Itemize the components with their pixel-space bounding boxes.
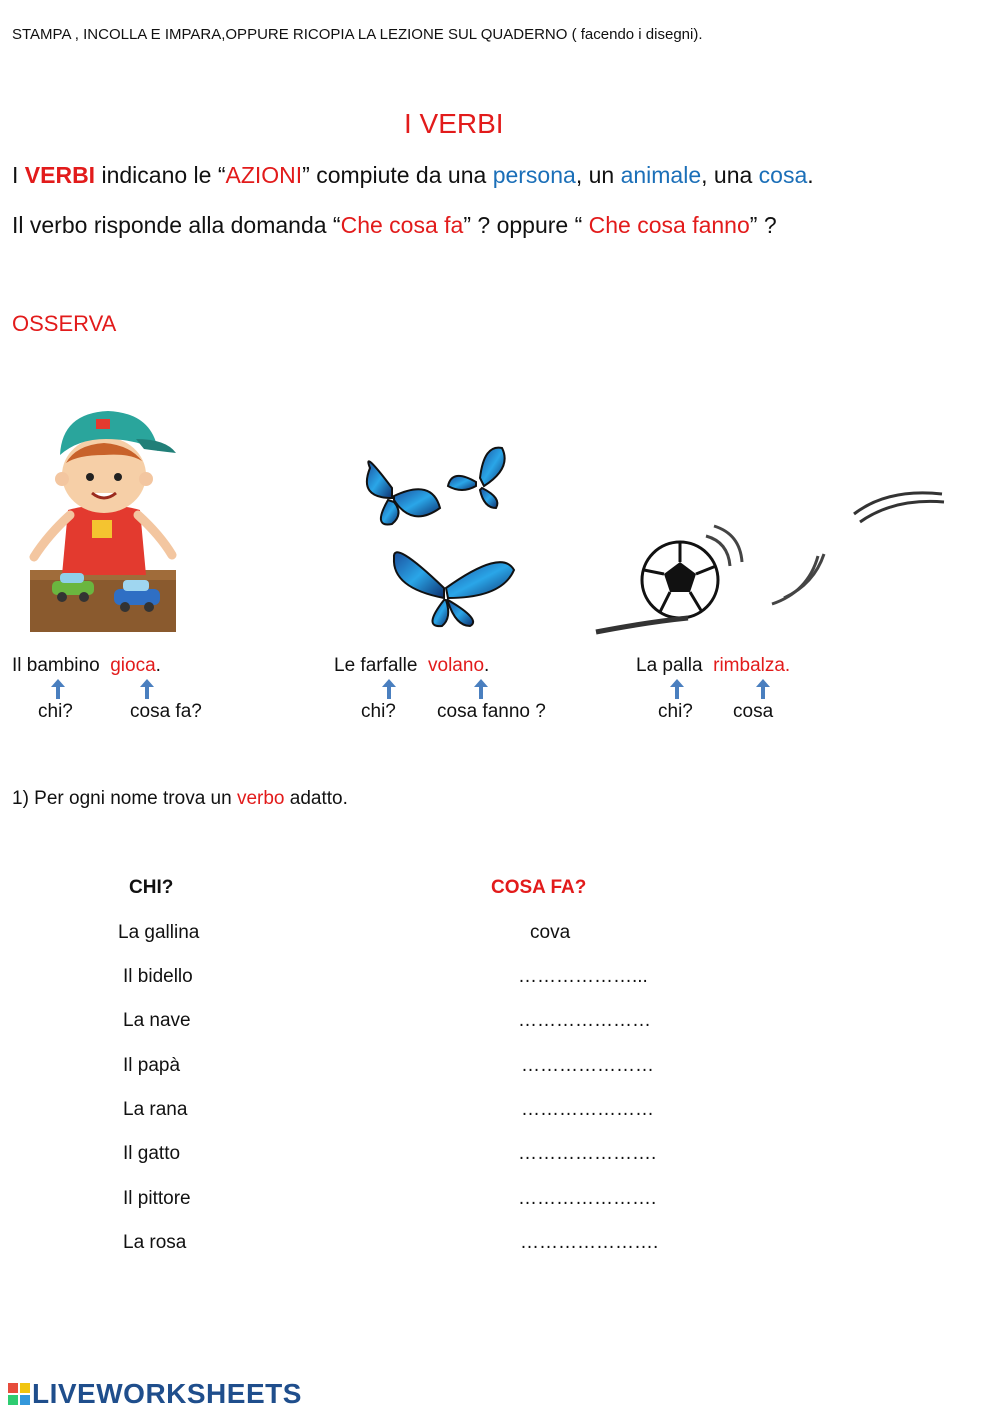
intro-text: , un [575, 162, 621, 188]
question-cosa: cosa [733, 701, 774, 722]
answer-blank[interactable]: …………………. [518, 1188, 657, 1209]
row-verb-answer: cova [530, 922, 571, 943]
bouncing-ball-image [588, 480, 952, 640]
boy-playing-cars-image [26, 405, 182, 635]
cosa-word: cosa [758, 162, 808, 188]
question-singular: Che cosa fa [340, 212, 464, 238]
logo-blocks-icon [8, 1383, 30, 1405]
intro-text: ” ? oppure “ [463, 212, 589, 238]
example-end: . [155, 655, 161, 676]
question-plural: Che cosa fanno [588, 212, 750, 238]
question-cosa: cosa fa? [130, 701, 202, 722]
up-arrow-icon [51, 679, 65, 699]
page-title: I VERBI [404, 108, 504, 139]
liveworksheets-logo[interactable] [8, 1378, 302, 1410]
animale-word: animale [620, 162, 702, 188]
intro-text: , una [701, 162, 759, 188]
row-subject: Il pittore [123, 1188, 191, 1209]
intro-text: ” compiute da una [302, 162, 493, 188]
question-chi: chi? [361, 701, 396, 722]
up-arrow-icon [140, 679, 154, 699]
example-end: . [484, 655, 490, 676]
example-sentence-3 [636, 655, 790, 677]
answer-blank[interactable]: …………………. [520, 1232, 659, 1253]
example-subject: Le farfalle [334, 655, 418, 676]
row-subject: Il papà [123, 1055, 181, 1076]
answer-blank[interactable]: ………………... [518, 966, 648, 987]
intro-text: I [12, 162, 25, 188]
exercise-prompt [12, 788, 348, 810]
row-subject: Il gatto [123, 1143, 181, 1164]
up-arrow-icon [756, 679, 770, 699]
example-verb: volano [428, 655, 485, 676]
example-sentence-2 [334, 655, 489, 677]
row-subject: La rana [123, 1099, 188, 1120]
persona-word: persona [492, 162, 576, 188]
example-verb: gioca [110, 655, 156, 676]
up-arrow-icon [474, 679, 488, 699]
question-cosa: cosa fanno ? [437, 701, 546, 722]
row-subject: La nave [123, 1010, 191, 1031]
column-header-chi: CHI? [129, 877, 174, 898]
intro-text: . [807, 162, 814, 188]
intro-text: Il verbo risponde alla domanda “ [12, 212, 341, 238]
instruction-text: STAMPA , INCOLLA E IMPARA,OPPURE RICOPIA LA LEZIONE SUL QUADERNO ( facendo i disegni). [12, 26, 703, 43]
question-chi: chi? [658, 701, 693, 722]
prompt-verbo: verbo [236, 788, 285, 809]
example-sentence-1 [12, 655, 161, 677]
butterflies-image [352, 438, 522, 633]
verbi-word: VERBI [24, 162, 96, 188]
example-subject: La palla [636, 655, 703, 676]
answer-blank[interactable]: ………………… [521, 1055, 654, 1076]
prompt-text: 1) Per ogni nome trova un [12, 788, 237, 809]
row-subject: La gallina [118, 922, 200, 943]
column-header-cosa-fa: COSA FA? [491, 877, 587, 898]
intro-text: ” ? [749, 212, 777, 238]
up-arrow-icon [670, 679, 684, 699]
example-verb: rimbalza. [713, 655, 791, 676]
intro-line-2 [12, 212, 777, 239]
up-arrow-icon [382, 679, 396, 699]
intro-text: indicano le “ [95, 162, 226, 188]
azioni-word: AZIONI [225, 162, 303, 188]
row-subject: La rosa [123, 1232, 187, 1253]
answer-blank[interactable]: ………………… [518, 1010, 651, 1031]
row-subject: Il bidello [123, 966, 193, 987]
intro-line-1 [12, 162, 814, 189]
prompt-text: adatto. [284, 788, 348, 809]
question-chi: chi? [38, 701, 73, 722]
example-subject: Il bambino [12, 655, 100, 676]
osserva-heading: OSSERVA [12, 311, 117, 336]
answer-blank[interactable]: ………………… [521, 1099, 654, 1120]
logo-text: LIVEWORKSHEETS [32, 1378, 302, 1409]
answer-blank[interactable]: …………………. [518, 1143, 657, 1164]
